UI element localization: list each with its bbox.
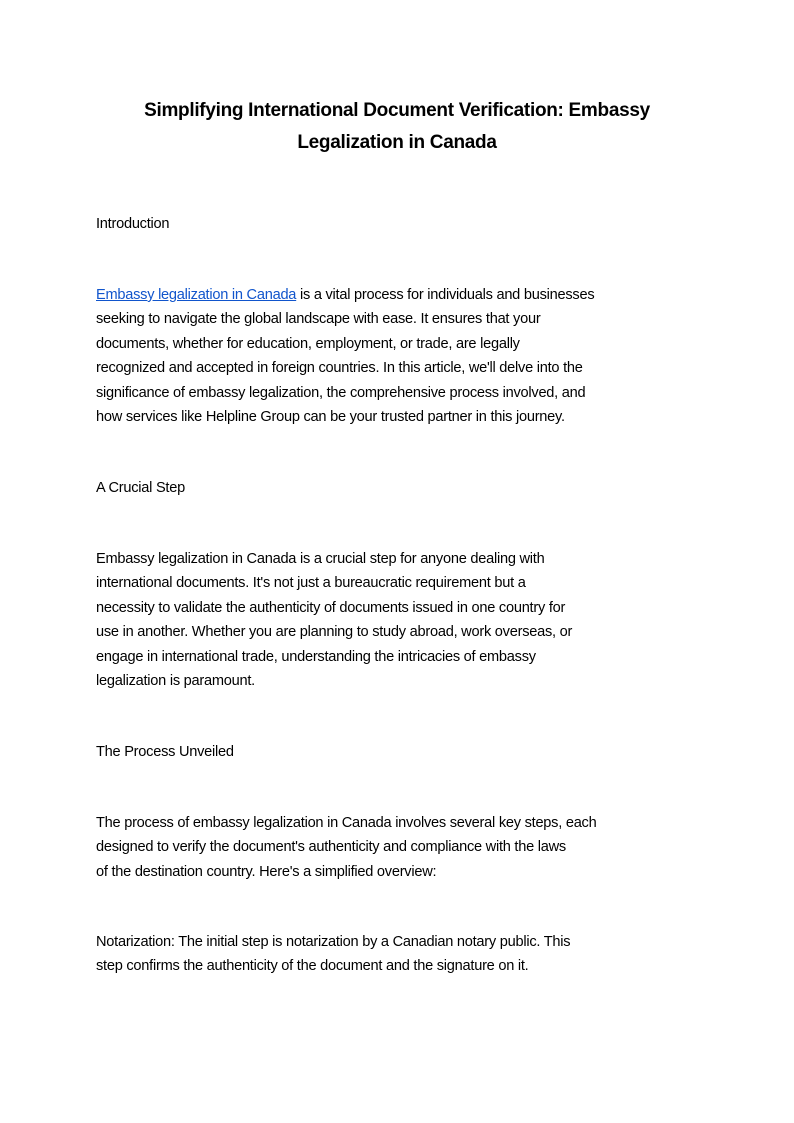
paragraph-line: of the destination country. Here's a simplified overview: — [96, 863, 437, 880]
paragraph-line: use in another. Whether you are planning to study abroad, work overseas, or — [96, 624, 573, 641]
paragraph-line: legalization is paramount. — [96, 673, 255, 690]
embassy-legalization-link[interactable]: Embassy legalization in Canada — [96, 287, 297, 303]
process-paragraph — [96, 811, 596, 884]
paragraph-line: The process of embassy legalization in Canada involves several key steps, each — [96, 815, 597, 831]
paragraph-line: significance of embassy legalization, the comprehensive process involved, and — [96, 384, 586, 401]
paragraph-line: how services like Helpline Group can be your trusted partner in this journey. — [96, 409, 565, 426]
paragraph-line: engage in international trade, understanding the intricacies of embassy — [96, 648, 536, 665]
paragraph-line: necessity to validate the authenticity of documents issued in one country for — [96, 599, 566, 616]
paragraph-line: recognized and accepted in foreign countries. In this article, we'll delve into the — [96, 360, 583, 377]
document-title — [0, 95, 794, 159]
heading-process-unveiled: The Process Unveiled — [96, 744, 234, 760]
notarization-paragraph — [96, 930, 570, 979]
paragraph-line: designed to verify the document's authenticity and compliance with the laws — [96, 839, 566, 856]
heading-introduction: Introduction — [96, 216, 170, 232]
title-line: Simplifying International Document Verification: Embassy — [144, 100, 650, 121]
paragraph-line — [96, 283, 594, 307]
line-text: is a vital process for individuals and businesses — [296, 287, 595, 303]
paragraph-line: step confirms the authenticity of the document and the signature on it. — [96, 958, 529, 975]
paragraph-line: seeking to navigate the global landscape with ease. It ensures that your — [96, 311, 541, 328]
paragraph-line: documents, whether for education, employment, or trade, are legally — [96, 335, 520, 352]
crucial-paragraph — [96, 547, 572, 693]
paragraph-line: Notarization: The initial step is notarization by a Canadian notary public. This — [96, 934, 571, 950]
paragraph-line: international documents. It's not just a bureaucratic requirement but a — [96, 575, 526, 592]
title-line: Legalization in Canada — [297, 132, 497, 153]
heading-crucial-step: A Crucial Step — [96, 480, 185, 496]
paragraph-line: Embassy legalization in Canada is a crucial step for anyone dealing with — [96, 551, 545, 567]
intro-paragraph — [96, 283, 594, 429]
